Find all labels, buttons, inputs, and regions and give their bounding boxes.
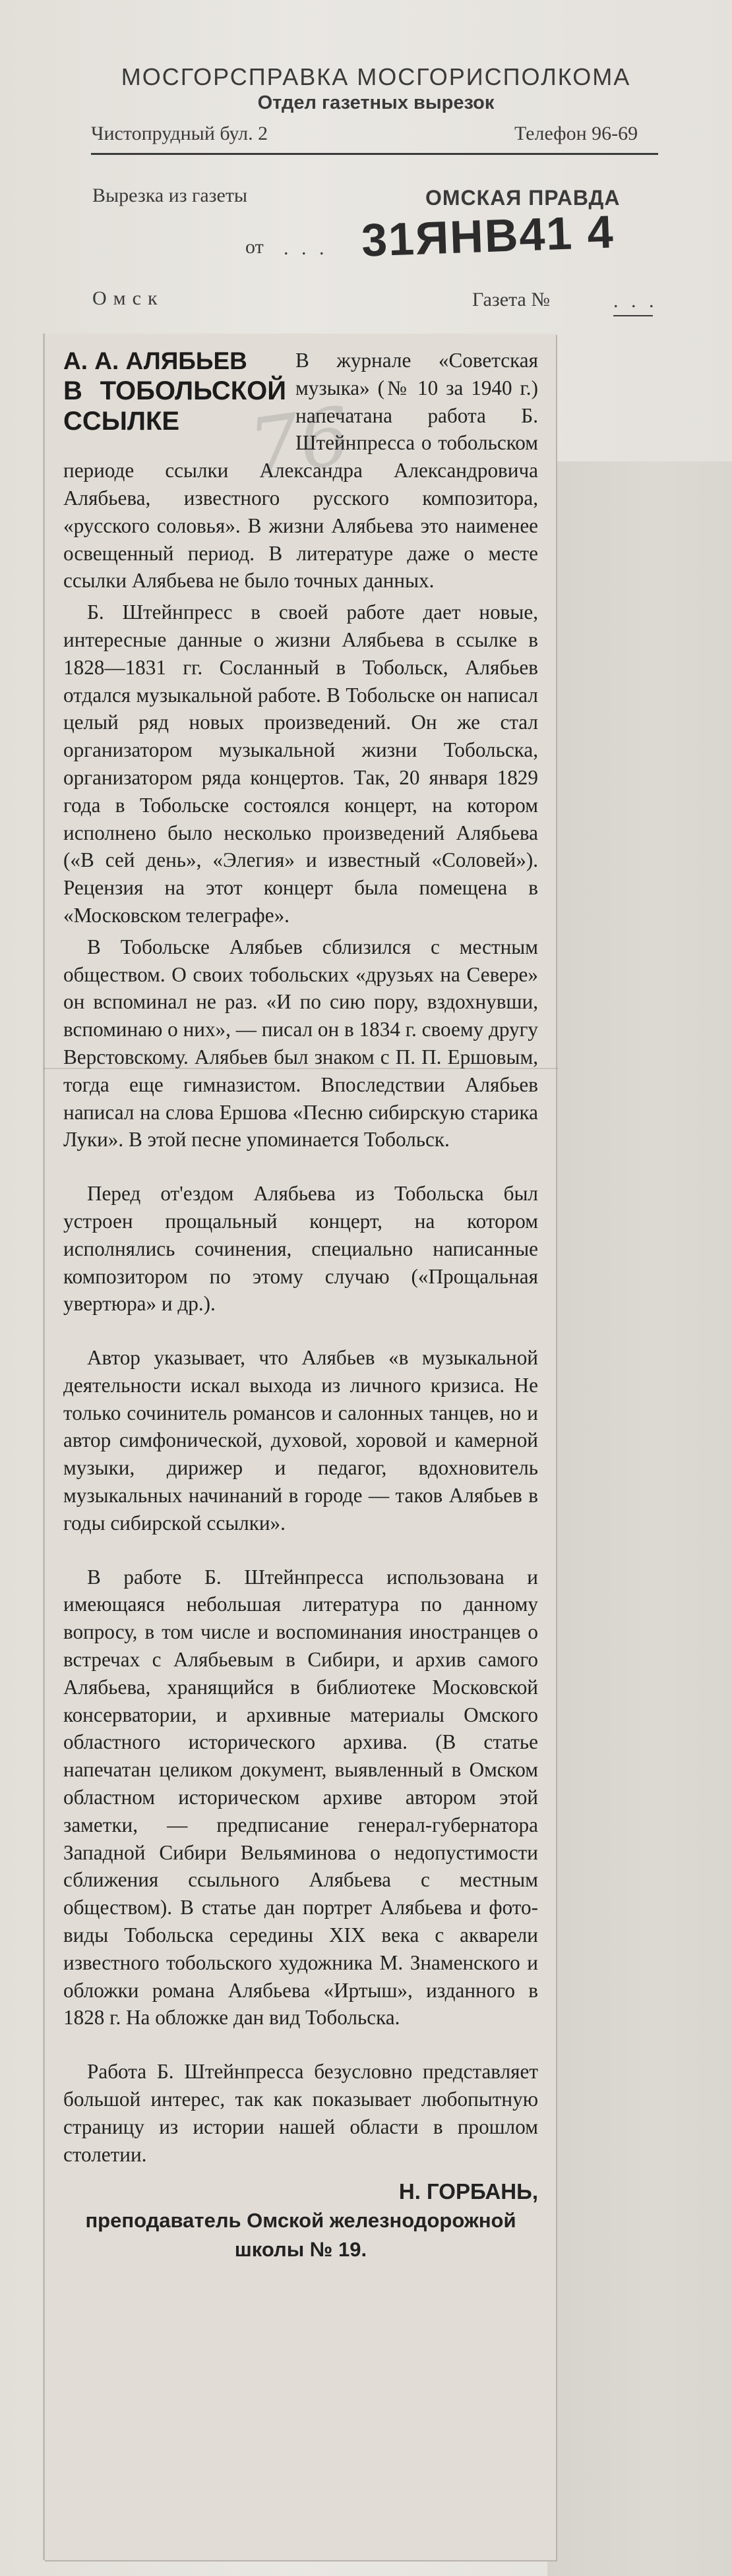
article-body	[63, 347, 538, 2264]
department-name: Отдел газетных вырезок	[257, 92, 495, 113]
article-heading	[63, 347, 286, 436]
article-title: В ТОБОЛЬСКОЙ ССЫЛКЕ	[63, 376, 286, 436]
date-label: от	[245, 236, 264, 258]
signature-name: Н. ГОРБАНЬ,	[398, 2179, 538, 2204]
article-paragraph: Б. Штейнпресс в своей работе дает новые, интересные данные о жизни Алябьева в ссылке в 1828—1831 гг. Сосланный в Тобольск, Алябьев отдался музыкальной работе. В Тобольске он написал целый ряд новых произведений. Он же стал организатором музыкальной жизни Тобольска, организатором ряда концертов. Так, 20 января 1829 года в Тобольске состоялся концерт, на котором исполнено было несколько произведений Алябьева («В сей день», «Элегия» и известный «Соловей»). Рецензия на этот концерт была помещена в «Московском телеграфе».	[63, 600, 538, 927]
city: Омск	[92, 287, 164, 309]
article-author-heading: А. А. АЛЯБЬЕВ	[63, 347, 247, 374]
article-paragraph: В Тобольске Алябьев сблизился с местным обществом. О своих тобольских «друзьях на Севере» он вспоминал не раз. «И по сию пору, вздохнувши, вспоминаю о них», — писал он в 1834 г. своему другу Верстовскому. Алябьев был знаком с П. П. Ершовым, тогда еще гимназистом. Впоследствии Алябьев написал на слова Ершова «Песню сибирскую старика Луки». В этой песне упоминается Тобольск.	[63, 935, 538, 1152]
article-paragraph: В журнале «Советская музыка» (№ 10 за 1940 г.) напечатана работа Б. Штейнпресса о тобольском периоде ссылки Александра Александровича Алябьева, известного русского композитора, «русского соловья». В жизни Алябьева это наименее освещенный период. В литературе даже о месте ссылки Алябьева не было точных данных.	[63, 349, 538, 593]
pencil-mark: 76	[243, 390, 356, 495]
date-stamp: 31ЯНВ41 4	[360, 206, 615, 266]
signature-position: преподаватель Омской железнодорожной	[85, 2209, 516, 2233]
phone-number: Телефон 96-69	[514, 123, 638, 144]
article-paragraph: Автор указывает, что Алябьев «в музыкальной деятельности искал выхода из личного кризиса. Не только сочинитель романсов и салонных танцев, но и автор симфонической, духовой, хоровой и камерной музыки, дирижер и педагог, вдохновитель музыкальных начинаний в городе — таков Алябьев в годы сибирской ссылки».	[63, 1346, 538, 1535]
issue-dots: . . .	[613, 290, 658, 312]
issue-label: Газета №	[472, 289, 550, 310]
date-dots: . . .	[284, 237, 328, 259]
header-rule	[91, 153, 658, 155]
address: Чистопрудный бул. 2	[91, 123, 268, 144]
article-paragraph: В работе Б. Штейнпресса использована и имеющаяся небольшая литература по данному вопросу, в том числе и воспоминания иностранцев о встречах с Алябьевым в Сибири, и архив самого Алябьева, хранящийся в библиотеке Московской консерватории, и архивные материалы Омского областного исторического архива. (В статье напечатан целиком документ, выявленный в Омском областном историческом архиве автором этой заметки, — предписание генерал-губернатора Западной Сибири Вельяминова о недопустимости сближения ссыльного Алябьева с местным обществом). В статье дан портрет Алябьева и фото-виды Тобольска середины XIX века с акварели известного тобольского художника М. Знаменского и обложки романа Алябьева «Иртыш», изданного в 1828 г. На обложке дан вид Тобольска.	[63, 1565, 538, 2030]
newspaper-name: ОМСКАЯ ПРАВДА	[425, 186, 621, 210]
newspaper-clipping	[44, 334, 556, 2560]
clipping-fold	[44, 1068, 558, 1069]
organization-header: МОСГОРСПРАВКА МОСГОРИСПОЛКОМА	[121, 63, 631, 90]
clip-label: Вырезка из газеты	[92, 185, 248, 206]
signature-school: школы № 19.	[234, 2238, 367, 2262]
article-paragraph: Перед от'ездом Алябьева из Тобольска был устроен прощальный концерт, на котором исполнялись сочинения, специально написанные композитором по этому случаю («Прощальная увертюра» и др.).	[63, 1182, 538, 1316]
issue-underline	[613, 315, 653, 316]
article-paragraph: Работа Б. Штейнпресса безусловно представляет большой интерес, так как показывает любопытную страницу из истории нашей области в прошлом столетии.	[63, 2060, 538, 2166]
card-background-strip	[547, 461, 732, 2576]
